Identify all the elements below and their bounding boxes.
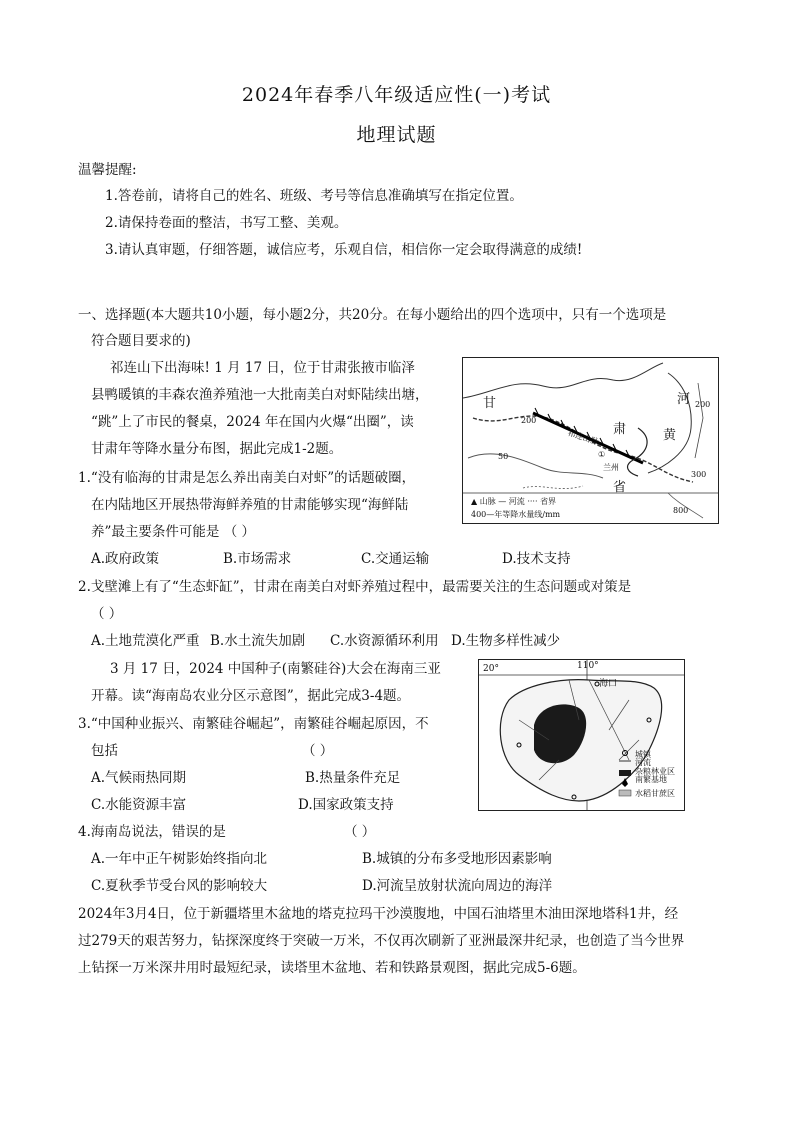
map2-legend-town: 城镇 <box>635 750 651 759</box>
passage3-line: 过279天的艰苦努力，钻探深度终于突破一万米，不仅再次刷新了亚洲最深井纪录，也创造了当今世界 <box>78 933 685 949</box>
notice-heading: 温馨提醒: <box>78 162 137 178</box>
q2-blank: （ ） <box>91 606 123 622</box>
map1-label-he: 河 <box>677 392 691 407</box>
map1-marker-1: ① <box>598 450 606 459</box>
exam-subtitle: 地理试题 <box>356 124 437 146</box>
map2-legend-rice: 水稻甘蔗区 <box>635 789 675 798</box>
q4-option-a: A.一年中正午树影始终指向北 <box>91 851 268 867</box>
passage1-line: “跳”上了市民的餐桌，2024 年在国内火爆“出圈”，读 <box>91 414 414 430</box>
q3-stem: 包括 <box>91 743 118 759</box>
q2-option-c: C.水资源循环利用 <box>330 633 439 649</box>
q1-option-b: B.市场需求 <box>223 551 292 567</box>
q3-option-d: D.国家政策支持 <box>298 797 394 813</box>
q4-option-d: D.河流呈放射状流向周边的海洋 <box>362 878 553 894</box>
map2-legend-river: 河流 <box>635 758 651 767</box>
hainan-agriculture-map <box>478 659 685 811</box>
map1-label-su: 肃 <box>613 422 627 437</box>
passage1-line: 甘肃年等降水量分布图，据此完成1-2题。 <box>91 441 343 457</box>
q4-option-b: B.城镇的分布多受地形因素影响 <box>362 851 552 867</box>
map1-label-sheng: 省 <box>613 480 627 495</box>
q1-option-d: D.技术支持 <box>502 551 571 567</box>
map2-haikou-label: 海口 <box>599 679 618 689</box>
q4-stem: 4.海南岛说法，错误的是 <box>78 824 226 840</box>
q3-blank: （ ） <box>302 743 334 759</box>
section-heading: 一、选择题(本大题共10小题，每小题2分，共20分。在每小题给出的四个选项中，只有一个选项是 <box>78 307 667 323</box>
map1-label-lanzhou: 兰州 <box>603 463 619 472</box>
section-heading-cont: 符合题目要求的) <box>91 333 191 349</box>
q1-stem: 养”最主要条件可能是 （ ） <box>91 524 255 540</box>
map1-legend-mountain: ▲ 山脉 — 河流 ···· 省界 <box>471 497 557 506</box>
q2-option-d: D.生物多样性减少 <box>451 633 561 649</box>
gansu-precipitation-map <box>462 357 719 524</box>
map1-label-huang: 黄 <box>663 428 677 443</box>
map1-label-qilian: 祁连山脉 <box>566 428 600 447</box>
q3-option-b: B.热量条件充足 <box>305 770 401 786</box>
passage2-line: 3 月 17 日，2024 中国种子(南繁硅谷)大会在海南三亚 <box>110 661 441 677</box>
map2-lat-label: 20° <box>483 664 499 674</box>
q3-stem: 3.“中国种业振兴、南繁硅谷崛起”，南繁硅谷崛起原因，不 <box>78 716 429 732</box>
q4-blank: （ ） <box>344 824 376 840</box>
q1-stem: 1.“没有临海的甘肃是怎么养出南美白对虾”的话题破圈， <box>78 470 416 486</box>
map1-legend-isohyet: 400—年等降水量线/mm <box>471 510 561 519</box>
passage1-line: 县鸭暖镇的丰森农渔养殖池一大批南美白对虾陆续出塘， <box>91 387 429 403</box>
notice-item-1: 1.答卷前，请将自己的姓名、班级、考号等信息准确填写在指定位置。 <box>105 188 523 204</box>
map1-contour: 300 <box>691 470 707 479</box>
passage3-line: 上钻探一万米深井用时最短纪录，读塔里木盆地、若和铁路景观图，据此完成5-6题。 <box>78 960 586 976</box>
notice-item-2: 2.请保持卷面的整洁，书写工整、美观。 <box>105 215 348 231</box>
passage1-line: 祁连山下出海味! 1 月 17 日，位于甘肃张掖市临泽 <box>110 360 415 376</box>
map2-lon-label: 110° <box>577 661 599 671</box>
passage2-line: 开幕。读“海南岛农业分区示意图”，据此完成3-4题。 <box>91 688 411 704</box>
map1-contour: 800 <box>673 506 689 515</box>
q3-option-a: A.气候雨热同期 <box>91 770 187 786</box>
q1-stem: 在内陆地区开展热带海鲜养殖的甘肃能够实现“海鲜陆 <box>91 497 409 513</box>
map2-legend-nanfan: 南繁基地 <box>635 775 667 784</box>
map1-contour: 50 <box>498 452 509 461</box>
q2-stem: 2.戈壁滩上有了“生态虾缸”，甘肃在南美白对虾养殖过程中，最需要关注的生态问题或对策是 <box>78 579 632 595</box>
q4-option-c: C.夏秋季节受台风的影响较大 <box>91 878 268 894</box>
map1-contour: 200 <box>695 400 711 409</box>
map1-contour: 200 <box>521 416 537 425</box>
q2-option-a: A.土地荒漠化严重 <box>91 633 200 649</box>
notice-item-3: 3.请认真审题，仔细答题，诚信应考，乐观自信，相信你一定会取得满意的成绩! <box>105 242 583 258</box>
map2-legend-forest: 杂粮林业区 <box>635 767 675 776</box>
passage3-line: 2024年3月4日，位于新疆塔里木盆地的塔克拉玛干沙漠腹地，中国石油塔里木油田深地塔科1井，经 <box>78 906 679 922</box>
q1-option-c: C.交通运输 <box>361 551 430 567</box>
q2-option-b: B.水土流失加剧 <box>210 633 306 649</box>
q3-option-c: C.水能资源丰富 <box>91 797 187 813</box>
map1-label-gan: 甘 <box>483 396 497 411</box>
exam-title: 2024年春季八年级适应性(一)考试 <box>241 84 552 106</box>
q1-option-a: A.政府政策 <box>91 551 160 567</box>
